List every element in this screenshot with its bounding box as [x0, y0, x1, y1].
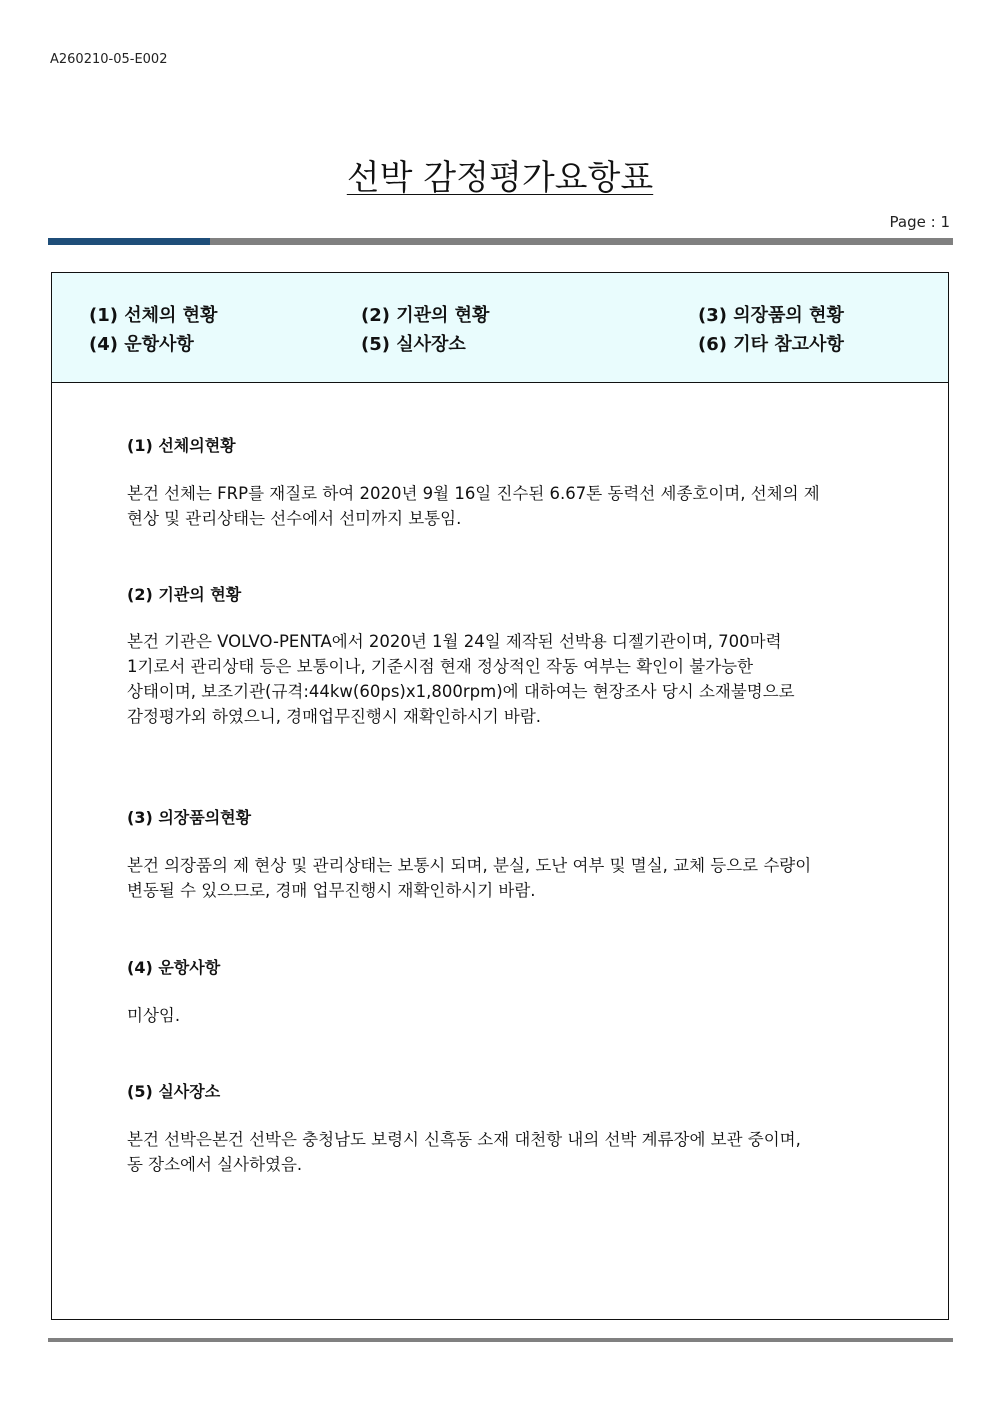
toc-item-inspection-site: (5) 실사장소	[361, 334, 466, 355]
toc-item-other-notes: (6) 기타 참고사항	[698, 334, 844, 355]
body-line: 동 장소에서 실사하였음.	[127, 1155, 303, 1174]
toc-item-engine: (2) 기관의 현황	[361, 305, 490, 326]
section-body-hull	[127, 481, 927, 531]
body-line: 현상 및 관리상태는 선수에서 선미까지 보통임.	[127, 509, 462, 528]
section-body-inspection-site	[127, 1127, 927, 1177]
toc-item-equipment: (3) 의장품의 현황	[698, 305, 844, 326]
header-rule-accent	[48, 238, 210, 245]
body-line: 감정평가외 하였으니, 경매업무진행시 재확인하시기 바람.	[127, 707, 542, 726]
body-line: 본건 선체는 FRP를 재질로 하여 2020년 9월 16일 진수된 6.67톤 동력선 세종호이며, 선체의 제	[127, 484, 820, 503]
body-line: 본건 선박은본건 선박은 충청남도 보령시 신흑동 소재 대천항 내의 선박 계류장에 보관 중이며,	[127, 1130, 801, 1149]
section-heading-inspection-site: (5) 실사장소	[127, 1082, 221, 1101]
section-body-engine	[127, 629, 927, 729]
body-line: 미상임.	[127, 1006, 181, 1025]
page-title-text: 선박 감정평가요항표	[346, 158, 654, 198]
section-heading-equipment: (3) 의장품의현황	[127, 808, 252, 827]
page-title	[0, 150, 1000, 199]
body-line: 본건 기관은 VOLVO-PENTA에서 2020년 1월 24일 제작된 선박용 디젤기관이며, 700마력	[127, 632, 782, 651]
page-number: Page : 1	[889, 213, 950, 231]
toc-item-operation: (4) 운항사항	[89, 334, 194, 355]
section-heading-engine: (2) 기관의 현황	[127, 585, 242, 604]
document-id: A260210-05-E002	[50, 52, 168, 67]
section-heading-hull: (1) 선체의현황	[127, 436, 236, 455]
toc-box	[52, 273, 948, 383]
toc-item-hull: (1) 선체의 현황	[89, 305, 218, 326]
section-heading-operation: (4) 운항사항	[127, 958, 221, 977]
body-line: 1기로서 관리상태 등은 보통이나, 기준시점 현재 정상적인 작동 여부는 확인이 불가능한	[127, 657, 754, 676]
footer-rule	[48, 1338, 953, 1342]
body-line: 본건 의장품의 제 현상 및 관리상태는 보통시 되며, 분실, 도난 여부 및 멸실, 교체 등으로 수량이	[127, 856, 812, 875]
section-body-equipment	[127, 853, 927, 903]
content-frame	[51, 272, 949, 1320]
header-rule	[48, 238, 953, 245]
body-line: 상태이며, 보조기관(규격:44kw(60ps)x1,800rpm)에 대하여는 현장조사 당시 소재불명으로	[127, 682, 795, 701]
body-line: 변동될 수 있으므로, 경매 업무진행시 재확인하시기 바람.	[127, 881, 536, 900]
section-body-operation	[127, 1003, 927, 1028]
